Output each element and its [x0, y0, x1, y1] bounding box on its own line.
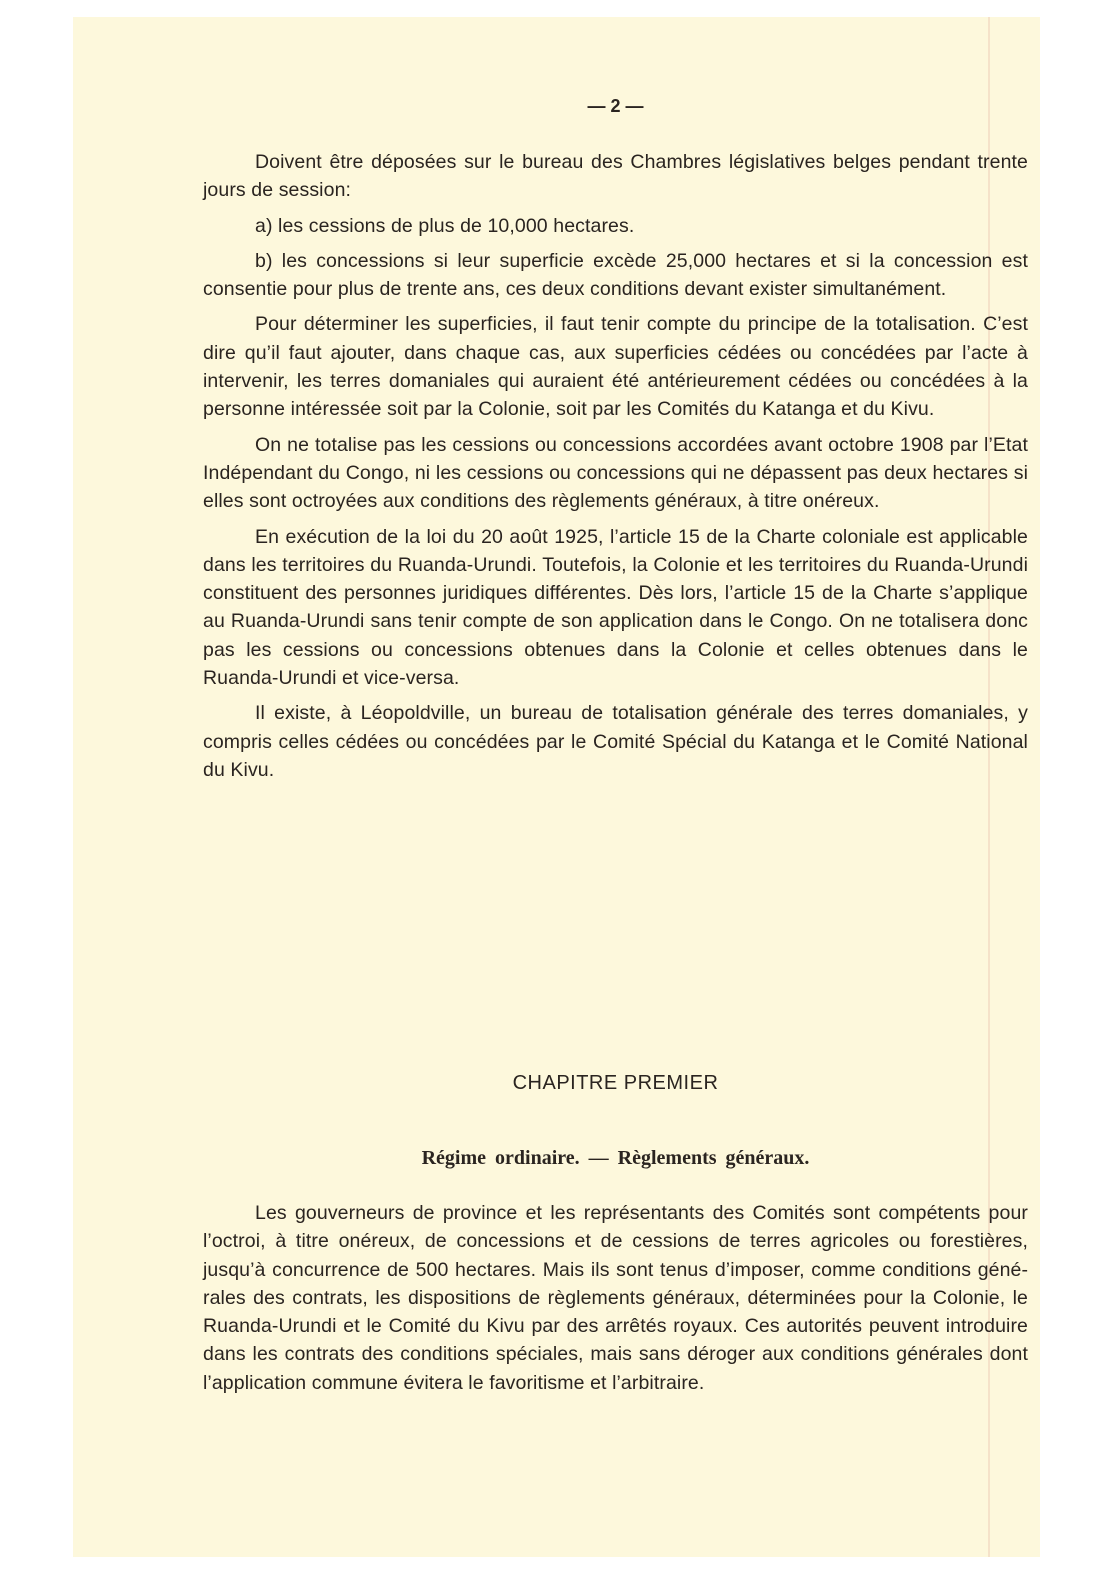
paragraph: En exécution de la loi du 20 août 1925, l’article 15 de la Charte coloniale est applicable dans les territoires du Ruanda-Urundi. Toutefois, la Colonie et les territoires du Ruanda-Urundi constituent des personnes juridiques différentes. Dès lors, l’article 15 de la Charte s’applique au Ruanda-Urundi sans tenir compte de son application dans le Congo. On ne totalisera donc pas les cessions ou concessions obtenues dans la Colonie et celles obtenues dans le Ruanda-Urundi et vice-versa.: [203, 525, 1028, 690]
paragraph: Il existe, à Léopoldville, un bureau de totalisation générale des terres domaniales, y compris celles cédées ou concédées par le Comité Spécial du Katanga et le Comité National du Kivu.: [203, 702, 1028, 781]
list-item-a: a) les cessions de plus de 10,000 hectares.: [255, 214, 635, 237]
list-item-b: b) les concessions si leur superficie excède 25,000 hectares et si la concession est consentie pour plus de trente ans, ces deux conditions devant exister simultanément.: [203, 249, 1028, 301]
paragraph: Doivent être déposées sur le bureau des Chambres législatives belges pendant trente jours de session:: [203, 151, 1028, 202]
document-page: [73, 17, 1040, 1557]
paragraph: Les gouverneurs de province et les représentants des Comités sont compétents pour l’octroi, à titre onéreux, de concessions et de cessions de terres agricoles ou forestières, jusqu’à concurrence de 500 hectares. Mais ils sont tenus d’imposer, comme conditions générales des contrats, les dispositions de règlements généraux, déterminées pour la Colonie, le Ruanda-Urundi et le Comité du Kivu par des arrêtés royaux. Ces autorités peuvent introduire dans les contrats des conditions spéciales, mais sans déroger aux conditions générales dont l’application commune évitera le favoritisme et l’arbitraire.: [203, 1202, 1028, 1394]
paragraph: On ne totalise pas les cessions ou concessions accordées avant octobre 1908 par l’Etat Indépendant du Congo, ni les cessions ou concessions qui ne dépassent pas deux hectares si elles sont octroyées aux conditions des règlements généraux, à titre onéreux.: [203, 433, 1028, 513]
chapter-title: CHAPITRE PREMIER: [512, 1072, 719, 1094]
chapter-section: [203, 1199, 1028, 1404]
paragraph: Pour déterminer les superficies, il faut tenir compte du principe de la totalisation. C’est dire qu’il faut ajouter, dans chaque cas, aux superficies cédées ou concédées par l’acte à intervenir, les terres domaniales qui auraient été antérieurement cédées ou concédées à la personne intéressée soit par la Colonie, soit par les Comités du Katanga et du Kivu.: [203, 313, 1028, 421]
intro-section: [203, 148, 1028, 791]
page-number: — 2 —: [587, 96, 644, 116]
section-title: Régime ordinaire. — Règlements généraux.: [421, 1147, 810, 1169]
